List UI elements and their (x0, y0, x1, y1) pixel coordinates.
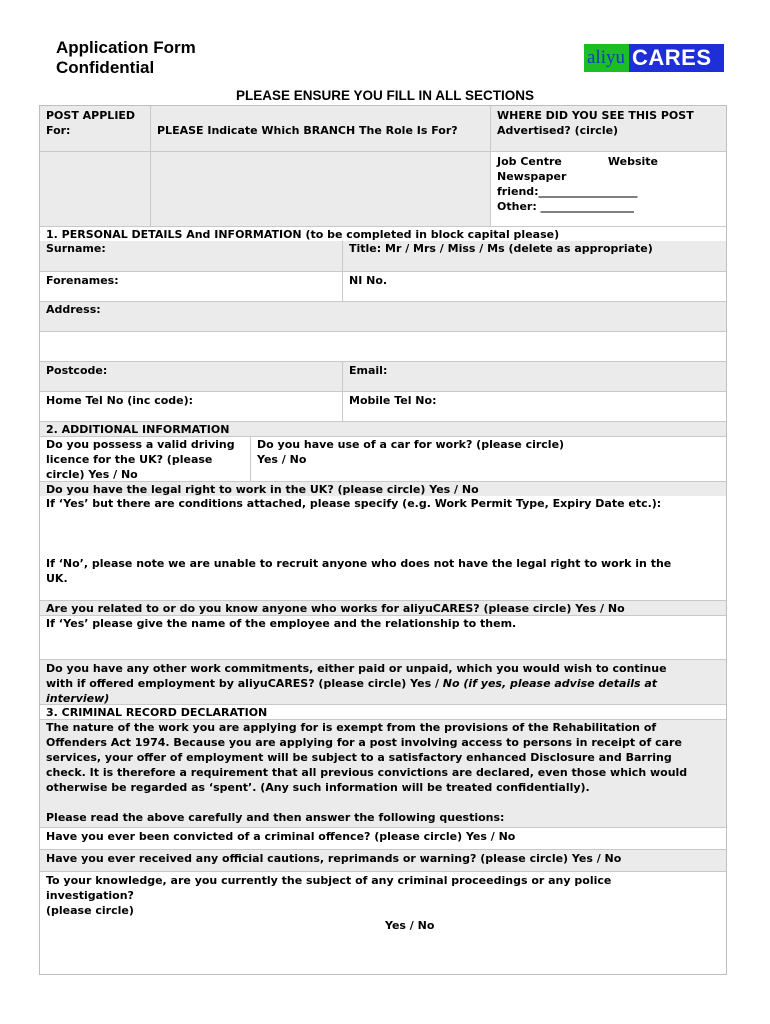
surname-field[interactable]: Surname: (46, 242, 106, 255)
where-seen-line-2: Advertised? (circle) (497, 124, 619, 137)
option-other[interactable]: Other: _________________ (497, 200, 635, 213)
related-question[interactable]: Are you related to or do you know anyone who works for aliyuCARES? (please circle) Yes / No (40, 600, 726, 615)
post-header-row (40, 106, 726, 151)
aliyucares-logo (584, 44, 724, 72)
forenames-field[interactable]: Forenames: (46, 274, 119, 287)
no-right-line-2: UK. (46, 572, 68, 585)
statement-line-3: services, your offer of employment will be subject to a satisfactory enhanced Disclosure and Barring (46, 751, 672, 764)
mobile-tel-field[interactable]: Mobile Tel No: (342, 392, 726, 421)
option-website[interactable]: Website (607, 155, 658, 168)
statement-line-5: otherwise be regarded as ‘spent’. (Any such information will be treated confidentially). (46, 781, 590, 794)
ni-field[interactable]: NI No. (342, 272, 726, 301)
section-2-heading: 2. ADDITIONAL INFORMATION (40, 421, 726, 436)
commit-line-1: Do you have any other work commitments, either paid or unpaid, which you would wish to continue (46, 662, 667, 675)
car-question[interactable] (250, 437, 726, 481)
proceedings-question[interactable] (40, 871, 726, 974)
commit-line-2 (46, 676, 720, 691)
logo-part-1: aliyu (584, 44, 629, 72)
section-3-heading: 3. CRIMINAL RECORD DECLARATION (40, 704, 726, 719)
phone-row (40, 391, 726, 421)
related-details[interactable]: If ‘Yes’ please give the name of the employee and the relationship to them. (40, 615, 726, 659)
licence-question[interactable] (40, 437, 250, 481)
licence-line-3: circle) Yes / No (46, 468, 138, 481)
commit-line-2-text: with if offered employment by aliyuCARES? (please circle) Yes / (46, 677, 443, 690)
post-applied-input[interactable] (40, 152, 150, 226)
address-field[interactable]: Address: (40, 301, 726, 331)
statement-line-4: check. It is therefore a requirement that all previous convictions are declared, even those which would (46, 766, 688, 779)
statement-line-1: The nature of the work you are applying for is exempt from the provisions of the Rehabilitation of (46, 721, 657, 734)
car-line-1: Do you have use of a car for work? (please circle) (257, 438, 565, 451)
option-newspaper[interactable]: Newspaper (497, 170, 567, 183)
proceedings-answer[interactable]: Yes / No (385, 919, 435, 932)
post-applied-line-2: For: (46, 124, 71, 137)
where-seen-line-1: WHERE DID YOU SEE THIS POST (497, 109, 694, 122)
title-field[interactable]: Title: Mr / Mrs / Miss / Ms (delete as appropriate) (342, 241, 726, 271)
application-form (39, 105, 727, 975)
option-job-centre[interactable]: Job Centre (497, 155, 562, 168)
car-line-2: Yes / No (257, 453, 307, 466)
commit-line-3: interview) (46, 692, 110, 705)
branch-input[interactable] (150, 152, 490, 226)
proceedings-line-2: investigation? (46, 889, 134, 902)
postcode-field[interactable]: Postcode: (46, 364, 108, 377)
title-line-1: Application Form (56, 38, 196, 57)
read-instruction: Please read the above carefully and then answer the following questions: (46, 811, 505, 824)
conditions-text: If ‘Yes’ but there are conditions attached, please specify (e.g. Work Permit Type, Expiry Date etc.): (46, 497, 662, 510)
licence-line-2: licence for the UK? (please (46, 453, 213, 466)
address-line-2[interactable] (40, 331, 726, 361)
no-right-line-1: If ‘No’, please note we are unable to recruit anyone who does not have the legal right to work in the (46, 557, 672, 570)
section-1-heading: 1. PERSONAL DETAILS And INFORMATION (to be completed in block capital please) (40, 226, 726, 241)
postcode-row (40, 361, 726, 391)
branch-text: PLEASE Indicate Which BRANCH The Role Is For? (157, 124, 458, 137)
cautions-question[interactable]: Have you ever received any official cautions, reprimands or warning? (please circle) Yes / No (40, 849, 726, 871)
surname-row (40, 241, 726, 271)
logo-part-2: CARES (629, 44, 724, 72)
licence-car-row (40, 436, 726, 481)
post-applied-label (40, 106, 150, 151)
form-title (56, 38, 196, 78)
proceedings-line-3: (please circle) (46, 904, 134, 917)
branch-label (150, 106, 490, 151)
instruction-heading: PLEASE ENSURE YOU FILL IN ALL SECTIONS (235, 88, 535, 103)
email-field[interactable]: Email: (342, 362, 726, 391)
post-input-row (40, 151, 726, 226)
option-line-1 (497, 154, 720, 169)
proceedings-line-1: To your knowledge, are you currently the subject of any criminal proceedings or any police (46, 874, 612, 887)
option-friend[interactable]: friend:__________________ (497, 185, 638, 198)
no-right-text (46, 556, 671, 586)
where-seen-options (490, 152, 726, 226)
forenames-row (40, 271, 726, 301)
commitments-question[interactable] (40, 659, 726, 704)
title-line-2: Confidential (56, 58, 155, 77)
convicted-question[interactable]: Have you ever been convicted of a criminal offence? (please circle) Yes / No (40, 827, 726, 849)
criminal-statement (40, 719, 726, 827)
conditions-block[interactable] (40, 496, 726, 601)
right-to-work-question[interactable]: Do you have the legal right to work in the UK? (please circle) Yes / No (40, 481, 726, 496)
statement-line-2: Offenders Act 1974. Because you are applying for a post involving access to persons in receipt of care (46, 736, 682, 749)
licence-line-1: Do you possess a valid driving (46, 438, 235, 451)
post-applied-line-1: POST APPLIED (46, 109, 136, 122)
where-seen-label (490, 106, 726, 151)
commit-line-2-italic: No (if yes, please advise details at (442, 677, 658, 690)
home-tel-field[interactable]: Home Tel No (inc code): (46, 394, 194, 407)
